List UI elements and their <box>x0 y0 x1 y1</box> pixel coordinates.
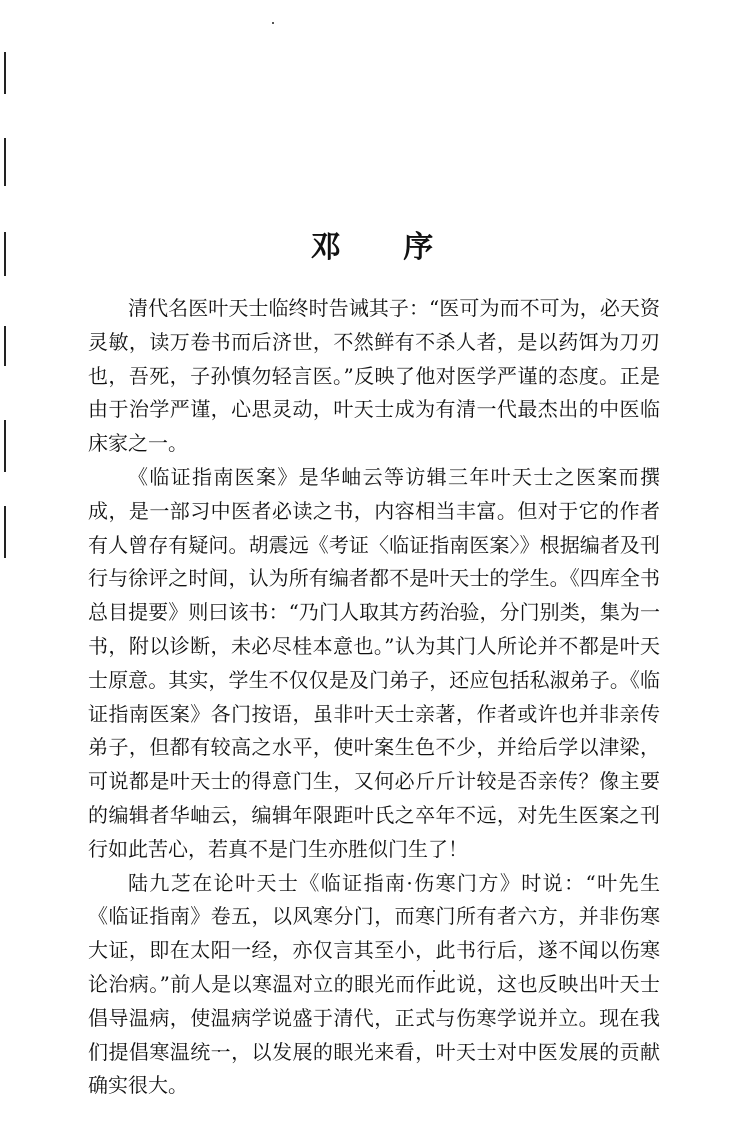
preface-body <box>88 292 660 1103</box>
paragraph: 《临证指南医案》是华岫云等访辑三年叶天士之医案而撰成，是一部习中医者必读之书，内容相当丰富。但对于它的作者有人曾存有疑问。胡震远《考证〈临证指南医案〉》根据编者及刊行与徐评之时间，认为所有编者都不是叶天士的学生。《四库全书总目提要》则曰该书：“乃门人取其方药治验，分门别类，集为一书，附以诊断，未必尽桂本意也。”认为其门人所论并不都是叶天士原意。其实，学生不仅仅是及门弟子，还应包括私淑弟子。《临证指南医案》各门按语，虽非叶天士亲著，作者或许也并非亲传弟子，但都有较高之水平，使叶案生色不少，并给后学以津梁，可说都是叶天士的得意门生，又何必斤斤计较是否亲传？像主要的编辑者华岫云，编辑年限距叶氏之卒年不远，对先生医案之刊行如此苦心，若真不是门生亦胜似门生了！ <box>88 464 660 861</box>
scan-edge-mark <box>4 326 6 366</box>
scan-speck <box>272 22 274 24</box>
paragraph: 清代名医叶天士临终时告诫其子：“医可为而不可为，必天资灵敏，读万卷书而后济世，不然鲜有不杀人者，是以药饵为刀刃也，吾死，子孙慎勿轻言医。”反映了他对医学严谨的态度。正是由于治学严谨，心思灵动，叶天士成为有清一代最杰出的中医临床家之一。 <box>88 296 660 456</box>
scan-edge-mark <box>4 138 6 186</box>
scan-edge-mark <box>4 420 6 472</box>
page-title: 邓 序 <box>310 230 460 266</box>
scan-edge-mark <box>4 506 6 558</box>
scan-edge-mark <box>4 52 6 94</box>
paragraph: 陆九芝在论叶天士《临证指南·伤寒门方》时说：“叶先生《临证指南》卷五，以风寒分门，而寒门所有者六方，并非伤寒大证，即在太阳一经，亦仅言其至小，此书行后，遂不闻以伤寒论治病。”前人是以寒温对立的眼光而作此说，这也反映出叶天士倡导温病，使温病学说盛于清代，正式与伤寒学说并立。现在我们提倡寒温统一，以发展的眼光来看，叶天士对中医发展的贡献确实很大。 <box>88 870 660 1098</box>
